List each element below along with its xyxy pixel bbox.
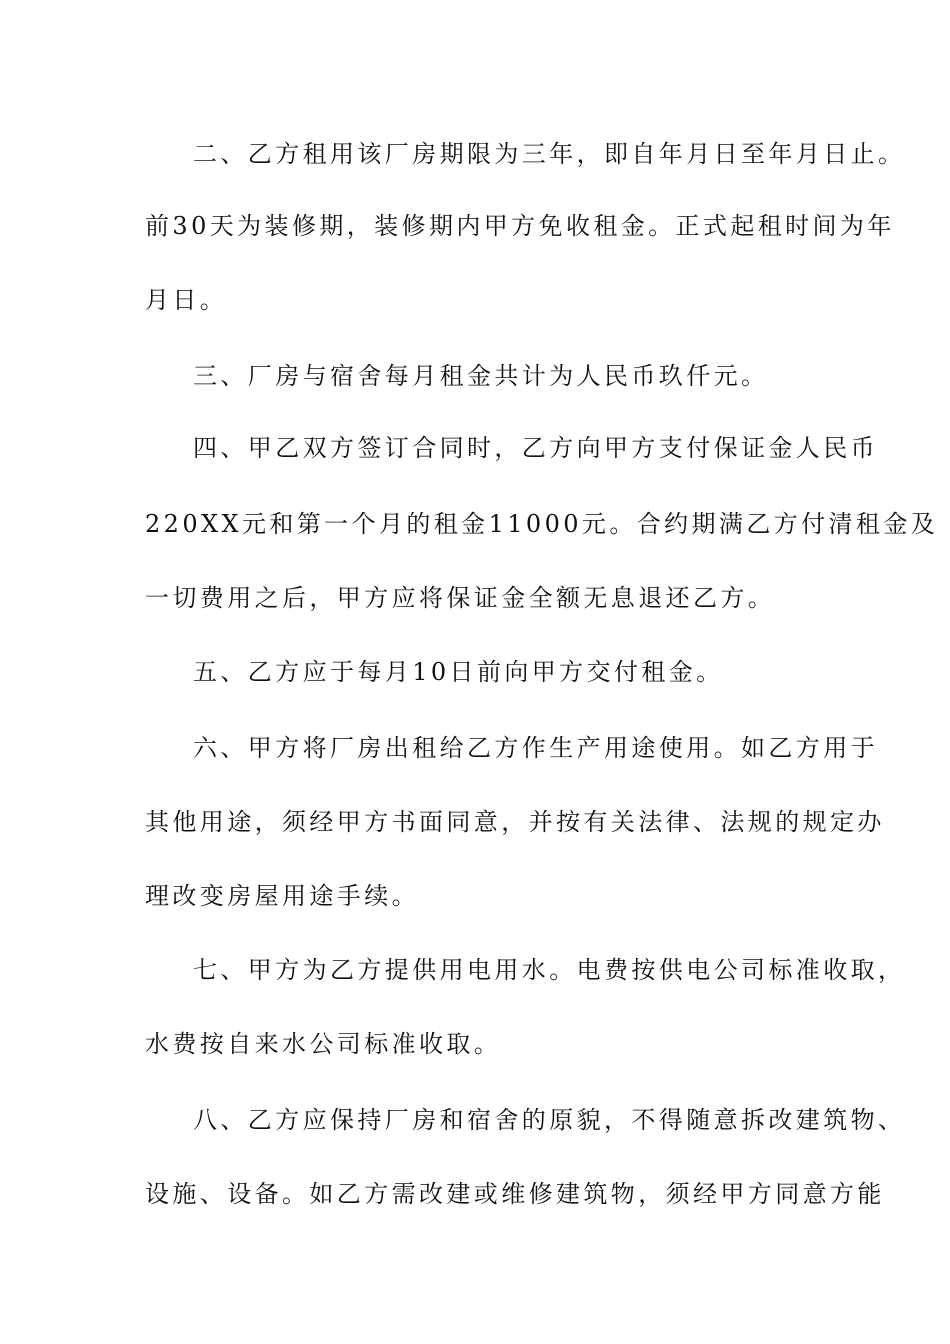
clause-7-line-1: 七、甲方为乙方提供用电用水。电费按供电公司标准收取， — [193, 956, 906, 984]
clause-2-line-3: 月日。 — [145, 286, 228, 314]
clause-4-line-3: 一切费用之后，甲方应将保证金全额无息退还乙方。 — [145, 584, 776, 612]
clause-8-line-2: 设施、设备。如乙方需改建或维修建筑物，须经甲方同意方能 — [145, 1180, 885, 1208]
clause-2-line-1: 二、乙方租用该厂房期限为三年，即自年月日至年月日止。 — [193, 140, 906, 168]
clause-8-line-1: 八、乙方应保持厂房和宿舍的原貌，不得随意拆改建筑物、 — [193, 1106, 906, 1134]
clause-4-line-2: 220XX元和第一个月的租金11000元。合约期满乙方付清租金及 — [145, 510, 939, 538]
clause-7-line-2: 水费按自来水公司标准收取。 — [145, 1030, 502, 1058]
clause-2-line-2: 前30天为装修期，装修期内甲方免收租金。正式起租时间为年 — [145, 212, 895, 240]
clause-6-line-2: 其他用途，须经甲方书面同意，并按有关法律、法规的规定办 — [145, 808, 885, 836]
clause-6-line-1: 六、甲方将厂房出租给乙方作生产用途使用。如乙方用于 — [193, 734, 878, 762]
clause-6-line-3: 理改变房屋用途手续。 — [145, 882, 419, 910]
clause-3-line-1: 三、厂房与宿舍每月租金共计为人民币玖仟元。 — [193, 362, 769, 390]
clause-4-line-1: 四、甲乙双方签订合同时，乙方向甲方支付保证金人民币 — [193, 434, 878, 462]
clause-5-line-1: 五、乙方应于每月10日前向甲方交付租金。 — [193, 658, 724, 686]
